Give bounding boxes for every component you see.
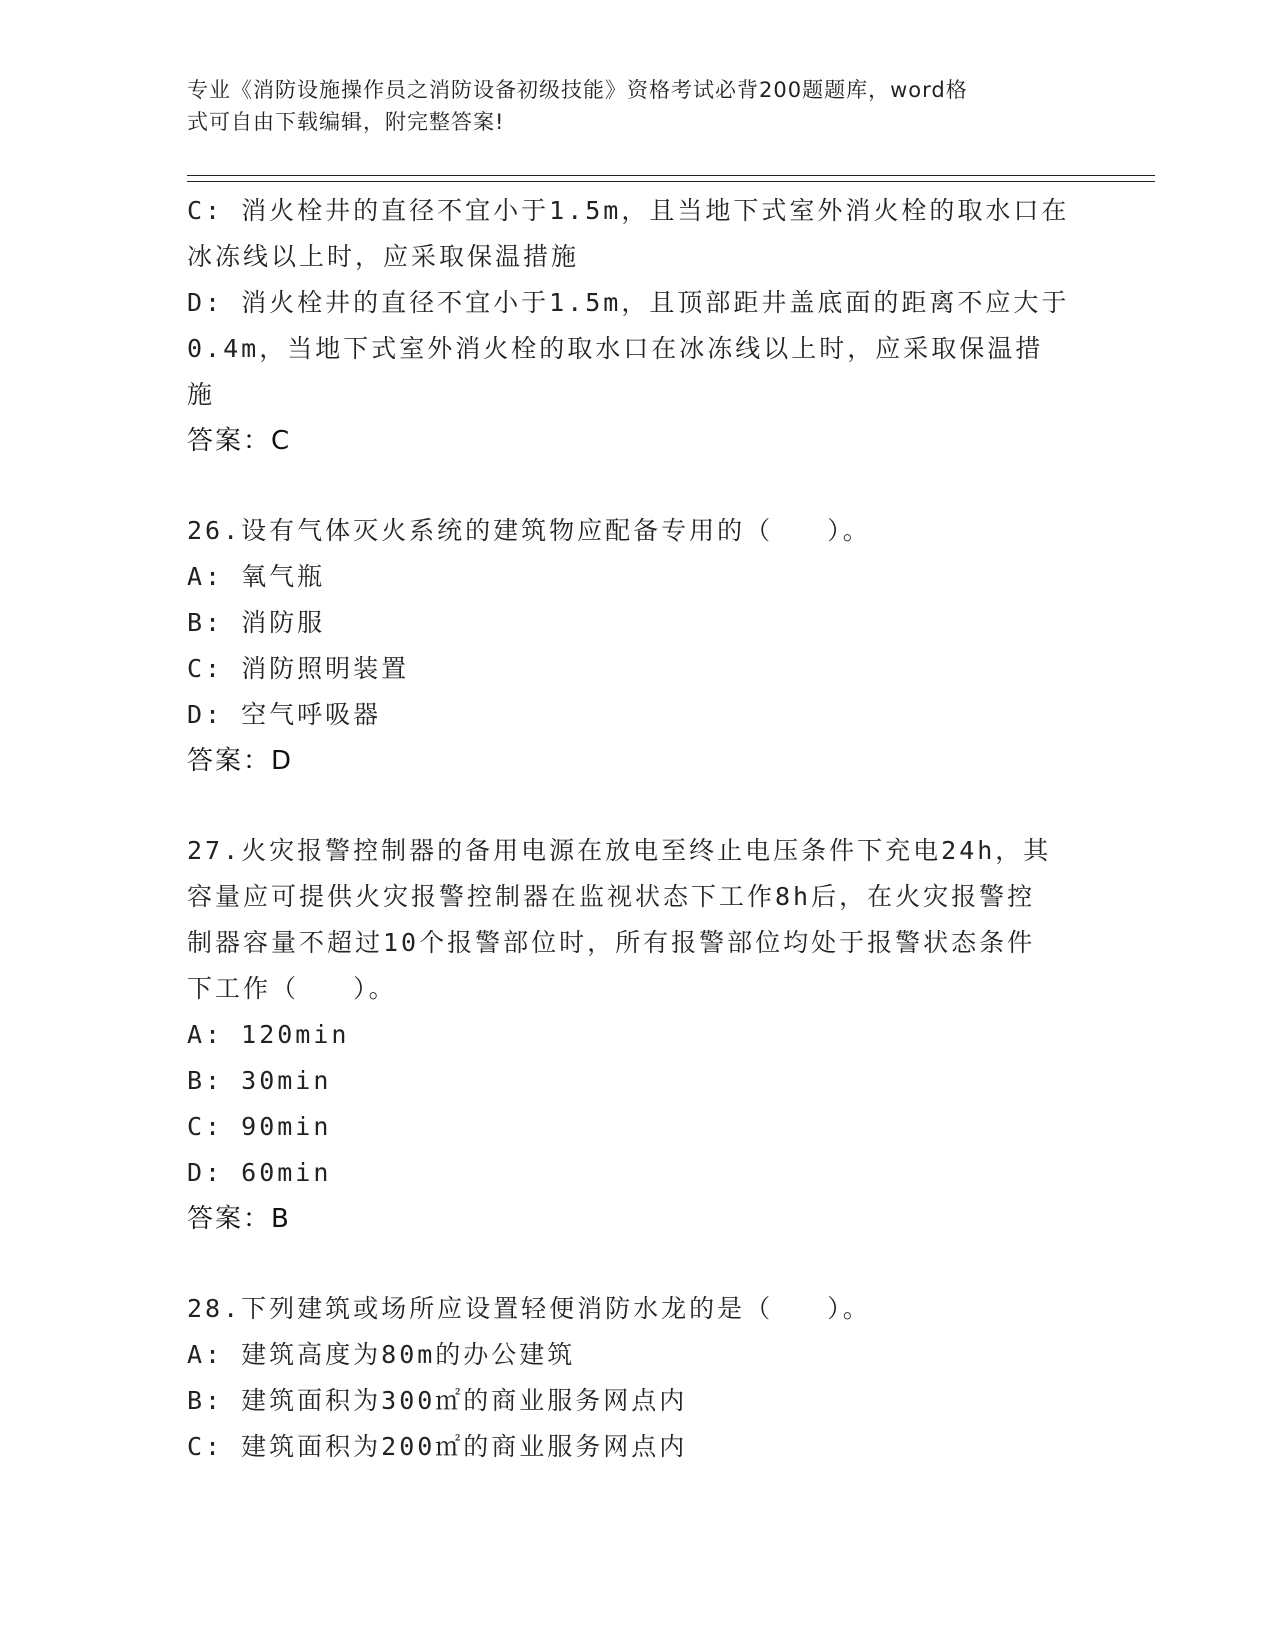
- option-d-line-2: 0.4m，当地下式室外消火栓的取水口在冰冻线以上时，应采取保温措: [187, 334, 1044, 363]
- header-line-1: 专业《消防设施操作员之消防设备初级技能》资格考试必背200题题库，word格: [187, 78, 968, 102]
- header-line-2: 式可自由下载编辑，附完整答案!: [187, 110, 505, 134]
- document-header: [187, 74, 1067, 138]
- question-27-text-line-4: 下工作（ ）。: [187, 974, 397, 1003]
- option-c-line-2: 冰冻线以上时，应采取保温措施: [187, 242, 580, 271]
- question-26-option-d: D: 空气呼吸器: [187, 700, 382, 729]
- question-27-option-b: B: 30min: [187, 1066, 332, 1095]
- question-26-option-b: B: 消防服: [187, 608, 326, 637]
- spacer: [187, 464, 1087, 508]
- question-26-block: [187, 508, 1087, 784]
- question-26-answer: 答案：D: [187, 746, 294, 776]
- question-27-text-line-2: 容量应可提供火灾报警控制器在监视状态下工作8h后，在火灾报警控: [187, 882, 1036, 911]
- question-28-block: [187, 1286, 1087, 1470]
- question-27-option-d: D: 60min: [187, 1158, 332, 1187]
- option-c-line-1: C: 消火栓井的直径不宜小于1.5m，且当地下式室外消火栓的取水口在: [187, 196, 1070, 225]
- header-divider-bottom: [187, 181, 1155, 182]
- question-27-text-line-1: 27.火灾报警控制器的备用电源在放电至终止电压条件下充电24h，其: [187, 836, 1052, 865]
- question-27-answer: 答案：B: [187, 1204, 291, 1234]
- question-28-option-a: A: 建筑高度为80m的办公建筑: [187, 1340, 576, 1369]
- question-27-option-c: C: 90min: [187, 1112, 332, 1141]
- spacer: [187, 784, 1087, 828]
- previous-question-block: [187, 188, 1087, 464]
- question-26-option-a: A: 氧气瓶: [187, 562, 326, 591]
- question-27-option-a: A: 120min: [187, 1020, 350, 1049]
- option-d-line-3: 施: [187, 380, 216, 409]
- question-28-option-c: C: 建筑面积为200㎡的商业服务网点内: [187, 1432, 688, 1461]
- question-27-block: [187, 828, 1087, 1242]
- question-27-text-line-3: 制器容量不超过10个报警部位时，所有报警部位均处于报警状态条件: [187, 928, 1036, 957]
- question-body: [187, 188, 1087, 1470]
- header-divider-top: [187, 175, 1155, 176]
- question-28-text: 28.下列建筑或场所应设置轻便消防水龙的是（ ）。: [187, 1294, 871, 1323]
- question-26-option-c: C: 消防照明装置: [187, 654, 410, 683]
- question-26-text: 26.设有气体灭火系统的建筑物应配备专用的（ ）。: [187, 516, 871, 545]
- spacer: [187, 1242, 1087, 1286]
- answer-label: 答案：C: [187, 426, 292, 456]
- option-d-line-1: D: 消火栓井的直径不宜小于1.5m，且顶部距井盖底面的距离不应大于: [187, 288, 1070, 317]
- question-28-option-b: B: 建筑面积为300㎡的商业服务网点内: [187, 1386, 688, 1415]
